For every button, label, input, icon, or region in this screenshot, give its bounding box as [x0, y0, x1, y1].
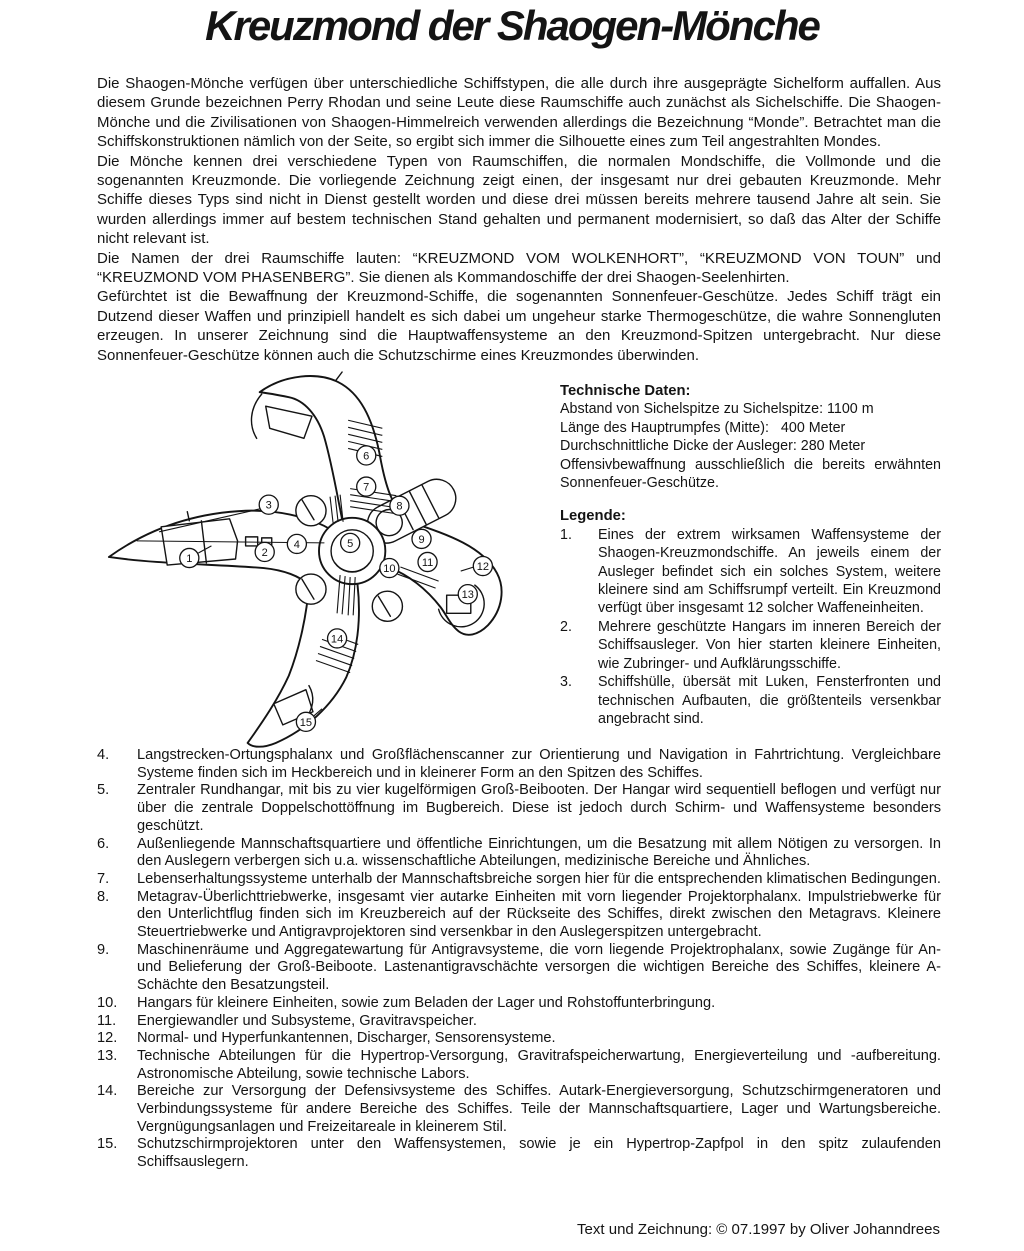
legend-item-number: 4.	[97, 747, 110, 763]
svg-text:9: 9	[418, 533, 425, 546]
credit-line: Text und Zeichnung: © 07.1997 by Oliver Johanndrees	[577, 1221, 940, 1238]
svg-text:13: 13	[461, 589, 474, 602]
legend-item-number: 2.	[560, 618, 572, 635]
legend-item	[97, 1083, 941, 1136]
legend-item	[97, 871, 941, 889]
tech-data-line: Offensivbewaffnung ausschließlich die bereits erwähnten Sonnenfeuer-Geschütze.	[560, 456, 941, 492]
legend-item-number: 8.	[97, 888, 110, 905]
diagram-callout	[180, 548, 199, 567]
tech-data-line: Länge des Hauptrumpfes (Mitte): 400 Meter	[560, 419, 846, 436]
diagram-callout	[255, 542, 274, 561]
legend-item	[97, 836, 941, 871]
legend-item	[97, 782, 941, 835]
intro-paragraph: Die Shaogen-Mönche verfügen über unterschiedliche Schiffstypen, die alle durch ihre ausgeprägte Sichelform auffallen. Aus diesem Grunde bezeichnen Perry Rhodan und seine Leute diese Raumschiffe auch zunächst als Sichelschiffe. Die Shaogen-Mönche und die Zivilisationen von Shaogen-Himmelreich verwenden allerdings die Bezeichnung “Monde”. Betrachtet man die Schiffskonstruktionen nämlich von der Seite, so ergibt sich immer die Silhouette eines zum Teil angestrahlten Mondes.	[97, 75, 941, 151]
legend-item	[560, 673, 941, 728]
ship-diagram	[98, 370, 542, 752]
legend-item-text: Technische Abteilungen für die Hypertrop-Versorgung, Gravitrafspeicherwartung, Energieverteilung und -aufbereitung. Astronomische Abteilung, sowie technische Labors.	[137, 1047, 941, 1082]
diagram-callout	[412, 529, 431, 548]
right-column	[560, 382, 941, 728]
diagram-callout	[473, 556, 492, 575]
legend-item-text: Außenliegende Mannschaftsquartiere und öffentliche Einrichtungen, um die Besatzung mit allem Nötigen zu versorgen. In den Auslegern verbergen sich u.a. wissenschaftliche Abteilungen, medizinische Bereiche und Ähnliches.	[137, 835, 941, 870]
legend-item-text: Schutzschirmprojektoren unter den Waffensystemen, sowie je ein Hypertrop-Zapfpol in den spitz zulaufenden Schiffsauslegern.	[137, 1136, 941, 1171]
technical-data-heading: Technische Daten:	[560, 383, 691, 399]
svg-text:4: 4	[293, 538, 300, 551]
legend-item	[97, 1030, 941, 1048]
legend-item-number: 9.	[97, 941, 110, 958]
page-title: Kreuzmond der Shaogen-Mönche	[205, 2, 819, 49]
legend-item	[97, 1136, 941, 1171]
legend-item-number: 1.	[560, 526, 572, 543]
legend-item-text: Zentraler Rundhangar, mit bis zu vier kugelförmigen Groß-Beibooten. Der Hangar wird sequentiell beflogen und verfügt nur über die zentrale Doppelschottöffnung im Bugbereich. Diese ist jedoch durch Schirm- und Waffensysteme besonders geschützt.	[137, 782, 941, 834]
intro-paragraph: Gefürchtet ist die Bewaffnung der Kreuzmond-Schiffe, die sogenannten Sonnenfeuer-Geschütze. Jedes Schiff trägt ein Dutzend dieser Waffen und prinzipiell handelt es sich dabei um ungeheur starke Thermogeschütze, die wahre Sonnengluten erzeugen. In unserer Zeichnung sind die Hauptwaffensysteme an den Kreuzmond-Spitzen untergebracht. Nur diese Sonnenfeuer-Geschütze können auch die Schutzschirme eines Kreuzmondes überwinden.	[97, 288, 941, 364]
legend-item-text: Hangars für kleinere Einheiten, sowie zum Beladen der Lager und Rohstoffunterbringung.	[137, 994, 716, 1011]
legend-item-text: Mehrere geschützte Hangars im inneren Bereich der Schiffsausleger. Von hier starten kleinere Einheiten, wie Zubringer- und Aufklärungsschiffe.	[598, 618, 941, 672]
legend-item-number: 15.	[97, 1136, 118, 1153]
legend-item-number: 11.	[97, 1012, 117, 1029]
intro-paragraph: Die Namen der drei Raumschiffe lauten: “KREUZMOND VOM WOLKENHORT”, “KREUZMOND VON TOUN” und “KREUZMOND VOM PHASENBERG”. Sie dienen als Kommandoschiffe der drei Shaogen-Seelenhirten.	[97, 249, 941, 287]
diagram-callout	[357, 477, 376, 496]
diagram-callout	[357, 446, 376, 465]
legend-heading: Legende:	[560, 508, 626, 525]
svg-text:15: 15	[299, 716, 313, 729]
legend-item-number: 13.	[97, 1047, 118, 1064]
diagram-callout	[328, 629, 347, 648]
legend-continued-section	[97, 747, 941, 1172]
svg-text:5: 5	[347, 537, 354, 550]
legend-item-number: 14.	[97, 1083, 118, 1100]
svg-text:11: 11	[421, 557, 434, 570]
legend-item-number: 7.	[97, 870, 110, 887]
svg-text:10: 10	[383, 563, 396, 576]
diagram-callout	[259, 495, 278, 514]
legend-item	[97, 942, 941, 995]
legend-list-right	[560, 526, 941, 728]
legend-item-number: 6.	[97, 835, 110, 852]
diagram-callout	[458, 585, 477, 604]
svg-text:12: 12	[476, 561, 490, 574]
legend-item	[560, 526, 941, 618]
legend-item-number: 10.	[97, 994, 118, 1011]
legend-item-text: Maschinenräume und Aggregatewartung für Antigravsysteme, die vorn liegende Projektrophalanx, sowie Zugänge für An- und Belieferung der Groß-Beiboote. Lastenantigravschächte versorgen die wichtigen Bereiche des Schiffes, kleinere A-Schächte den Besatzungsteil.	[137, 941, 941, 994]
legend-item-text: Metagrav-Überlichttriebwerke, insgesamt vier autarke Einheiten mit vorn liegender Projektorphalanx. Impulstriebwerke für den Unterlichtflug finden sich im Kreuzbereich auf der Rückseite des Schiffes, direkt zwischen den Metagravs. Kleinere Steuertriebwerke und Antigravprojektoren sind versenkbar in den Auslegerspitzen untergebracht.	[137, 888, 941, 941]
legend-item	[97, 995, 941, 1013]
svg-text:3: 3	[265, 499, 272, 512]
diagram-callout	[296, 712, 315, 731]
legend-item-text: Schiffshülle, übersät mit Luken, Fensterfronten und technischen Aufbauten, die größtenteils versenkbar angebracht sind.	[598, 674, 941, 727]
legend-item-text: Normal- und Hyperfunkantennen, Discharger, Sensorensysteme.	[137, 1030, 556, 1047]
diagram-callout	[380, 558, 399, 577]
tech-data-line: Abstand von Sichelspitze zu Sichelspitze: 1100 m	[560, 401, 874, 418]
diagram-callout	[418, 552, 437, 571]
intro-section	[97, 74, 941, 365]
svg-text:7: 7	[363, 481, 370, 494]
diagram-callout	[390, 496, 409, 515]
legend-item-text: Lebenserhaltungssysteme unterhalb der Mannschaftsbreiche sorgen hier für die entsprechenden klimatischen Bedingungen.	[137, 870, 941, 887]
legend-list-lower	[97, 747, 941, 1172]
svg-text:1: 1	[186, 553, 193, 566]
legend-item-number: 3.	[560, 674, 572, 691]
svg-text:6: 6	[363, 450, 370, 463]
diagram-callout	[341, 533, 360, 552]
legend-item-text: Eines der extrem wirksamen Waffensysteme der Shaogen-Kreuzmondschiffe. An jeweils einem der Ausleger befindet sich ein solches System, weitere kleinere sind am Schiffsrumpf verteilt. Ein Kreuzmond verfügt über insgesamt 12 solcher Waffeneinheiten.	[598, 526, 941, 617]
legend-item	[97, 1013, 941, 1031]
legend-item-text: Langstrecken-Ortungsphalanx und Großflächenscanner zur Orientierung und Navigation in Fahrtrichtung. Vergleichbare Systeme finden sich im Heckbereich und in kleinerer Form an den Spitzen des Schiffes.	[137, 747, 941, 781]
tech-data-line: Durchschnittliche Dicke der Ausleger: 280 Meter	[560, 438, 866, 455]
svg-text:8: 8	[396, 500, 403, 513]
legend-item	[560, 618, 941, 673]
legend-item-number: 5.	[97, 782, 110, 799]
legend-item	[97, 889, 941, 942]
legend-item-text: Bereiche zur Versorgung der Defensivsysteme des Schiffes. Autark-Energieversorgung, Schutzschirmgeneratoren und Verbindungssysteme für andere Bereiche des Schiffes. Teile der Mannschaftsquartiere, Lager und Wartungsbereiche. Vergnügungsanlagen und Freizeitareale in kleinerem Stil.	[137, 1083, 941, 1135]
legend-item-number: 12.	[97, 1030, 118, 1047]
svg-text:2: 2	[261, 546, 268, 559]
intro-paragraph: Die Mönche kennen drei verschiedene Typen von Raumschiffen, die normalen Mondschiffe, die Vollmonde und die sogenannten Kreuzmonde. Die vorliegende Zeichnung zeigt einen, der insgesamt nur drei gebauten Kreuzmonde. Mehr Schiffe dieses Typs sind nicht in Dienst gestellt worden und diese drei müssen bereits mehrere tausend Jahre alt sein. Sie wurden allerdings immer auf bestem technischen Stand gehalten und permanent modernisiert, so daß das Alter der Schiffe nicht relevant ist.	[97, 152, 941, 248]
legend-item-text: Energiewandler und Subsysteme, Gravitravspeicher.	[137, 1012, 477, 1029]
legend-item	[97, 1048, 941, 1083]
legend-item	[97, 747, 941, 782]
svg-text:14: 14	[330, 633, 344, 646]
kreuzmond-ship-drawing	[98, 370, 542, 752]
diagram-callout	[287, 534, 306, 553]
